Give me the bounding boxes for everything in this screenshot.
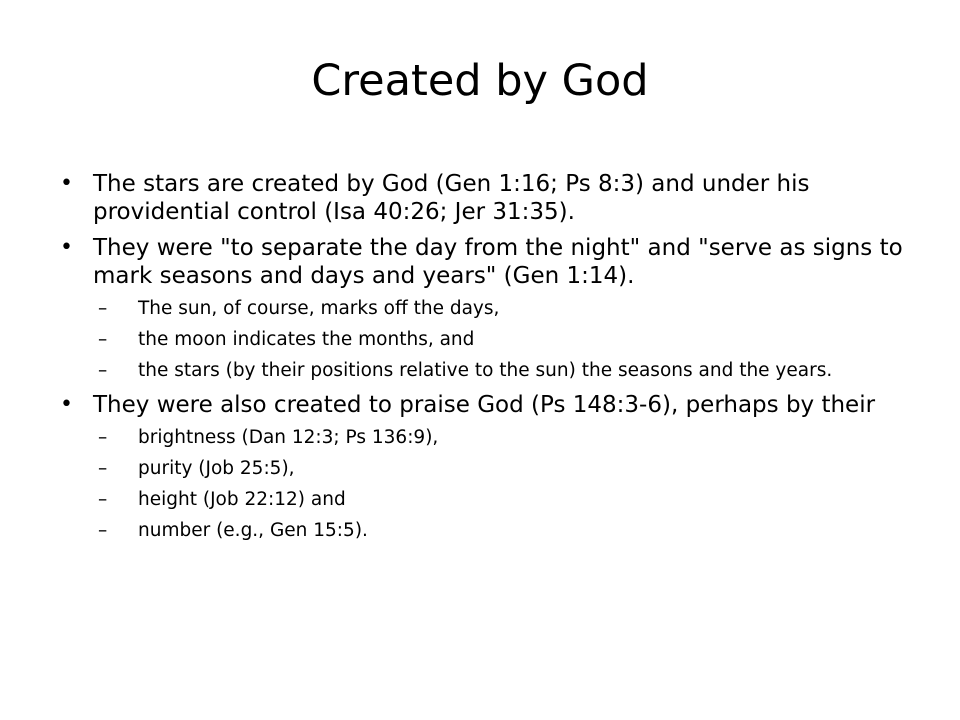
sub-bullet-text: purity (Job 25:5), <box>138 458 295 479</box>
sub-bullet-item <box>58 360 910 382</box>
sub-bullet-item <box>58 427 910 449</box>
dash-icon: – <box>98 298 108 319</box>
sub-bullet-item <box>58 329 910 351</box>
sub-bullet-text: the stars (by their positions relative to the sun) the seasons and the years. <box>138 360 833 381</box>
sub-bullet-item <box>58 520 910 542</box>
sub-bullet-text: height (Job 22:12) and <box>138 489 346 510</box>
sub-bullet-item <box>58 489 910 511</box>
dash-icon: – <box>98 489 108 510</box>
bullet-item <box>58 391 910 419</box>
bullet-icon: • <box>60 235 73 260</box>
dash-icon: – <box>98 520 108 541</box>
sub-bullet-text: brightness (Dan 12:3; Ps 136:9), <box>138 427 439 448</box>
slide-body <box>58 170 910 551</box>
bullet-text: They were "to separate the day from the night" and "serve as signs to mark seasons and days and years" (Gen 1:14). <box>93 235 903 289</box>
sub-bullet-item <box>58 298 910 320</box>
sub-bullet-text: the moon indicates the months, and <box>138 329 475 350</box>
bullet-item <box>58 234 910 290</box>
bullet-icon: • <box>60 392 73 417</box>
sub-bullet-text: number (e.g., Gen 15:5). <box>138 520 368 541</box>
sub-bullet-text: The sun, of course, marks off the days, <box>138 298 500 319</box>
bullet-text: They were also created to praise God (Ps 148:3-6), perhaps by their <box>93 392 876 418</box>
sub-bullet-item <box>58 458 910 480</box>
bullet-item <box>58 170 910 226</box>
slide-title: Created by God <box>311 56 649 106</box>
bullet-text: The stars are created by God (Gen 1:16; Ps 8:3) and under his providential control (Isa 40:26; Jer 31:35). <box>93 171 810 225</box>
bullet-icon: • <box>60 171 73 196</box>
dash-icon: – <box>98 427 108 448</box>
dash-icon: – <box>98 458 108 479</box>
dash-icon: – <box>98 360 108 381</box>
dash-icon: – <box>98 329 108 350</box>
